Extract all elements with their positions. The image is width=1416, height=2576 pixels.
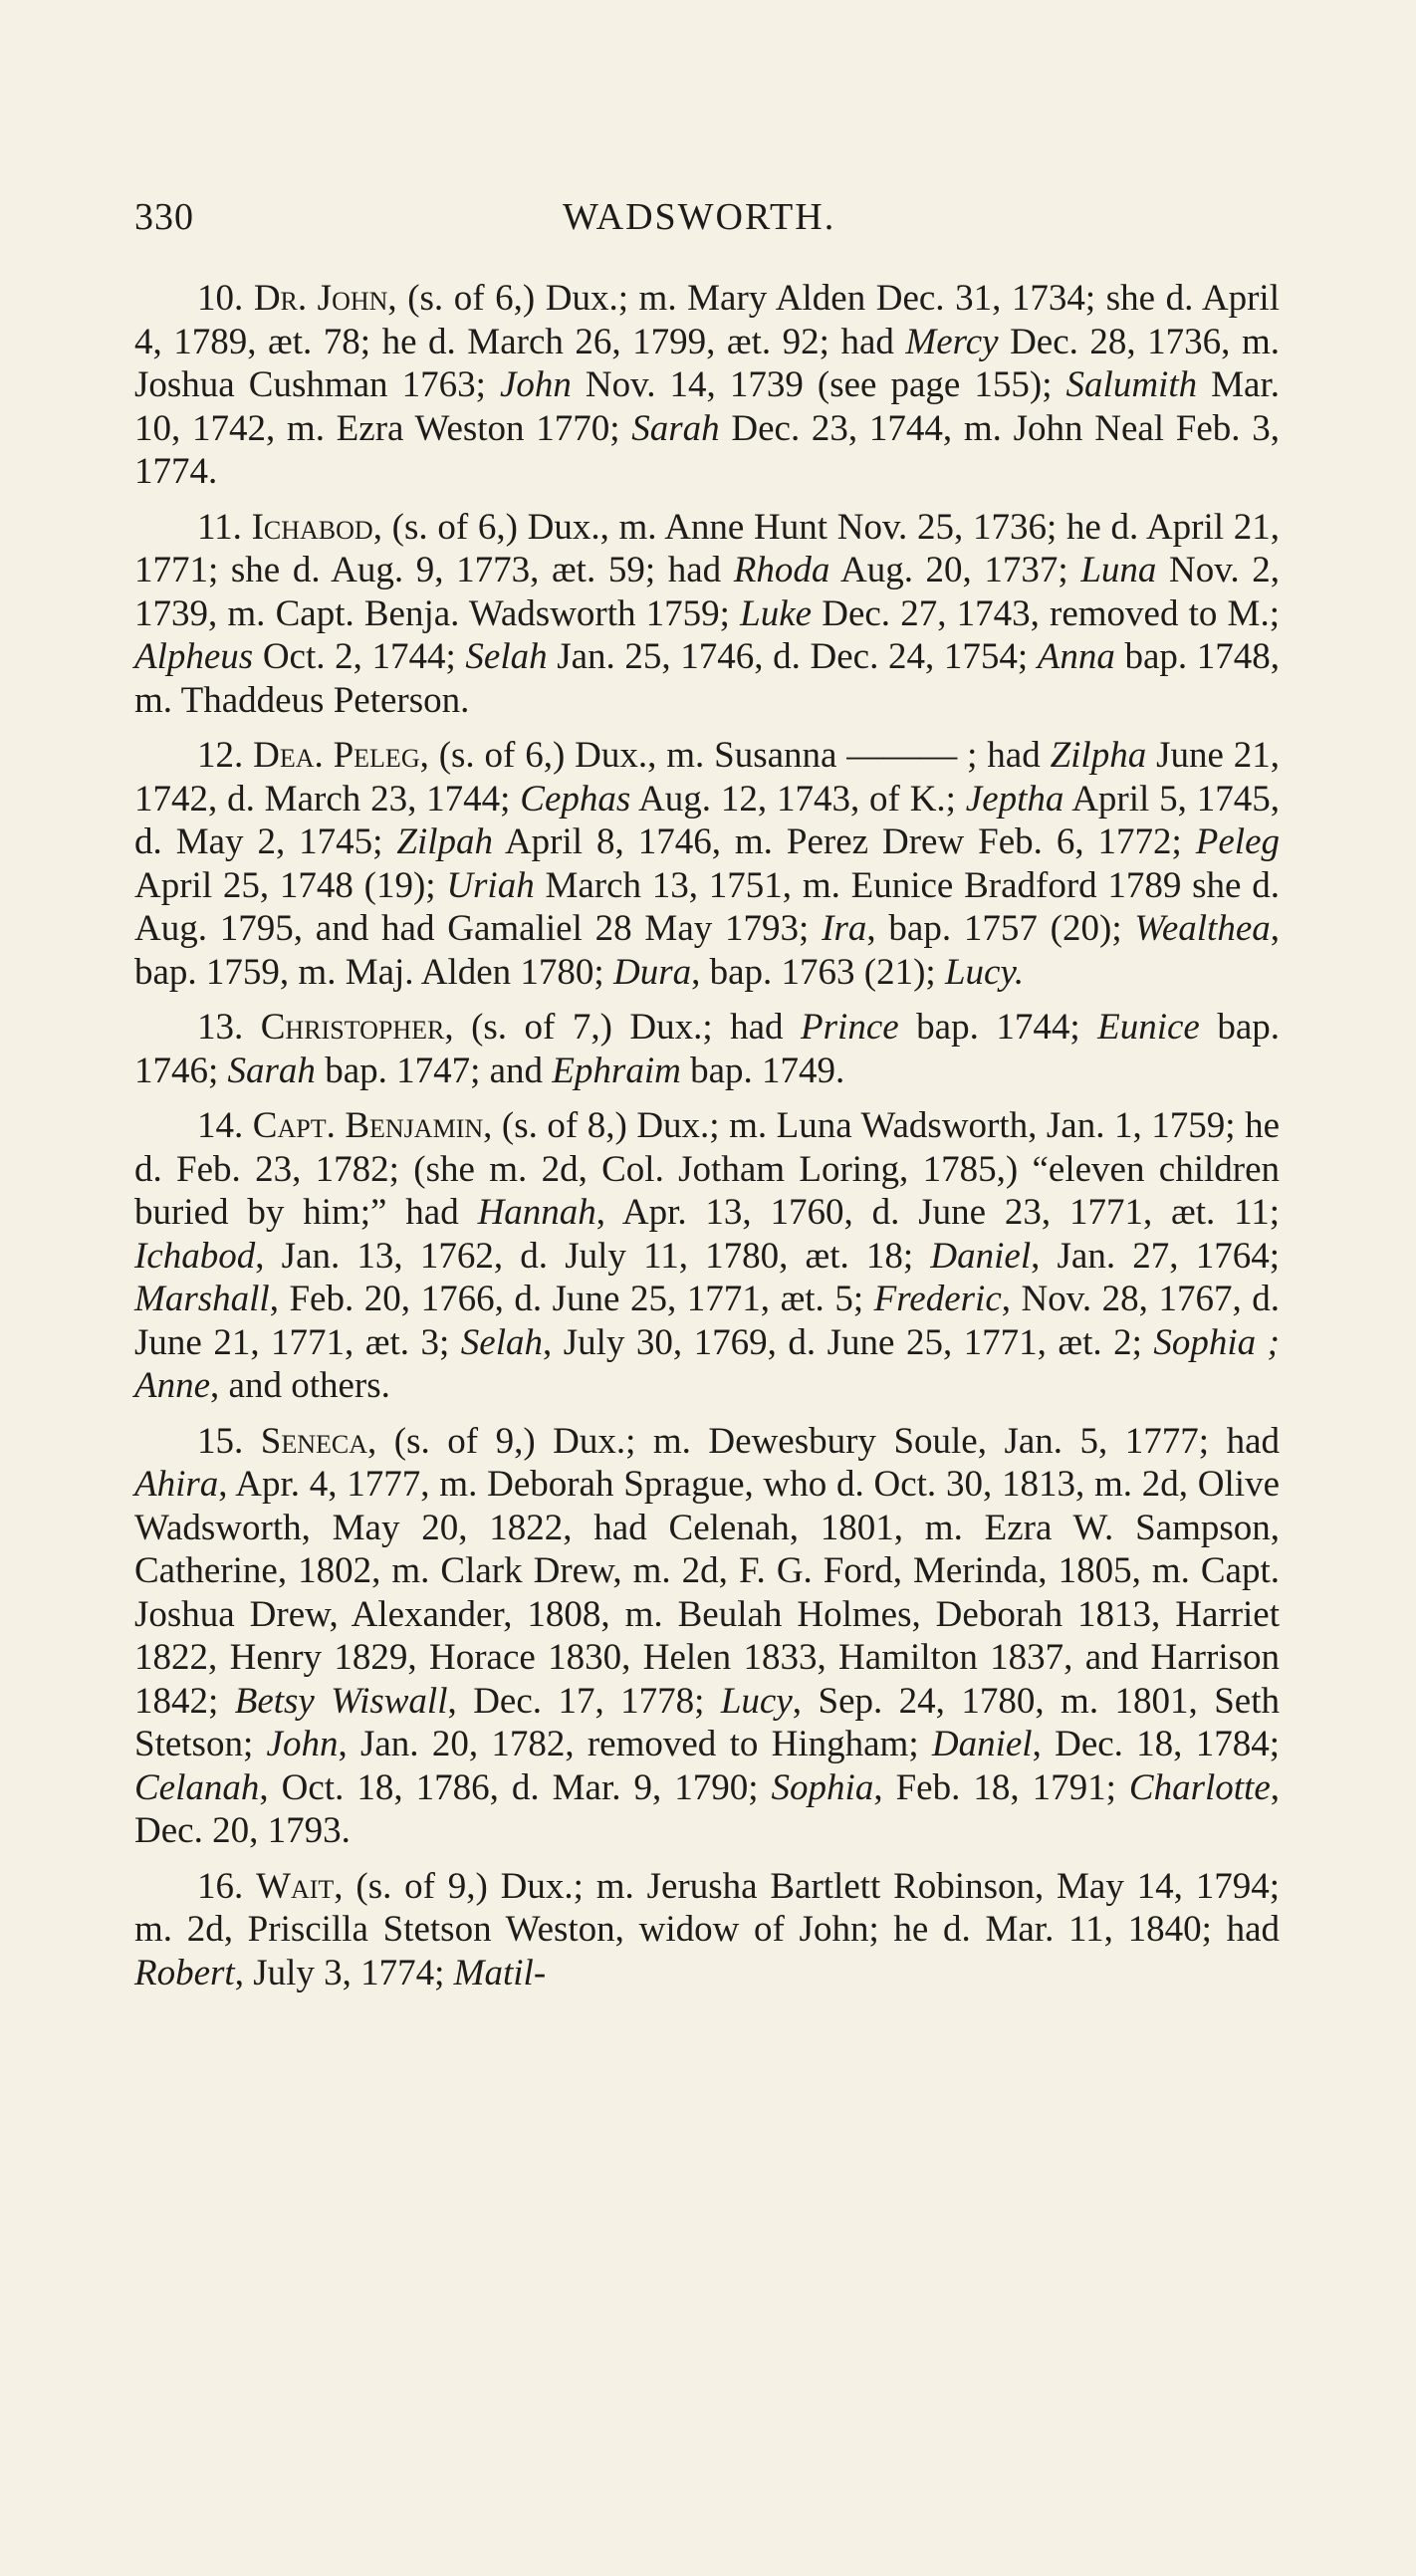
- entry-text: (s. of 6,) Dux.; m. Mary Alden Dec. 31, 1734; she d. April 4, 1789, æt. 78; he d. March 26, 1799, æt. 92; had: [134, 278, 1280, 362]
- entry-text: , Dec. 20, 1793.: [134, 1766, 1280, 1851]
- entry-paragraph: [134, 1865, 1280, 1995]
- entry-text: April 25, 1748 (19);: [134, 864, 447, 906]
- child-name: Sophia: [771, 1766, 874, 1808]
- entry-person-name: Capt. Benjamin,: [252, 1105, 493, 1146]
- entry-text: (s. of 7,) Dux.; had: [453, 1007, 802, 1048]
- child-name: Sarah: [227, 1050, 316, 1091]
- child-name: Luna: [1080, 550, 1157, 590]
- entry-text: , Jan. 27, 1764;: [1031, 1235, 1280, 1277]
- entry-text: , Apr. 13, 1760, d. June 23, 1771, æt. 11;: [595, 1192, 1280, 1233]
- child-name: Ahira: [134, 1464, 219, 1505]
- entry-text: Mar. 10, 1742, m. Ezra Weston 1770;: [134, 364, 1281, 449]
- child-name: Ephraim: [552, 1050, 681, 1091]
- child-name: John: [266, 1724, 339, 1764]
- entry-text: bap. 1749.: [680, 1050, 845, 1091]
- child-name: Luke: [740, 592, 813, 634]
- entry-text: (s. of 6,) Dux., m. Anne Hunt Nov. 25, 1736; he d. April 21, 1771; she d. Aug. 9, 1773, æt. 59; had: [134, 506, 1280, 590]
- entry-text: , Feb. 18, 1791;: [873, 1766, 1129, 1808]
- entry-text: March 13, 1751, m. Eunice Bradford 1789 she d. Aug. 1795, and had Gamaliel 28 May 1793;: [134, 864, 1280, 949]
- entry-number: 11.: [197, 506, 252, 548]
- child-name: Rhoda: [733, 550, 830, 590]
- child-name: Peleg: [1195, 821, 1280, 862]
- entry-text: , Feb. 20, 1766, d. June 25, 1771, æt. 5;: [269, 1279, 874, 1319]
- entry-text: bap. 1746;: [134, 1007, 1280, 1091]
- entry-text: (s. of 9,) Dux.; m. Dewesbury Soule, Jan. 5, 1777; had: [376, 1420, 1281, 1462]
- entry-text: Oct. 2, 1744;: [253, 636, 466, 677]
- entry-text: bap. 1744;: [898, 1007, 1098, 1048]
- entry-person-name: Dea. Peleg,: [253, 735, 429, 776]
- entry-text: Dec. 28, 1736, m. Joshua Cushman 1763;: [134, 321, 1280, 405]
- entry-text: Dec. 23, 1744, m. John Neal Feb. 3, 1774.: [134, 407, 1281, 492]
- child-name: Daniel: [931, 1724, 1033, 1764]
- entry-text: , bap. 1757 (20);: [866, 908, 1135, 949]
- entry-text: , and others.: [210, 1365, 390, 1406]
- entry-text: April 8, 1746, m. Perez Drew Feb. 6, 1772;: [493, 821, 1196, 862]
- child-name: Lucy: [720, 1680, 793, 1722]
- entry-text: bap. 1747; and: [315, 1050, 553, 1091]
- child-name: Wealthea: [1134, 908, 1271, 949]
- child-name: Zilpah: [396, 821, 494, 862]
- child-name: Charlotte: [1128, 1766, 1271, 1808]
- entry-paragraph: [134, 1104, 1280, 1408]
- entry-text: June 21, 1742, d. March 23, 1744;: [134, 735, 1281, 820]
- child-name: Sophia ; Anne: [134, 1321, 1280, 1406]
- child-name: Robert: [134, 1952, 235, 1993]
- page-number: 330: [134, 196, 194, 238]
- child-name: Selah: [465, 636, 548, 677]
- child-name: Ichabod: [134, 1235, 256, 1277]
- entry-text: , Dec. 17, 1778;: [447, 1680, 721, 1722]
- child-name: Mercy: [905, 321, 999, 362]
- entry-number: 13.: [197, 1007, 261, 1048]
- child-name: Zilpha: [1050, 735, 1147, 776]
- entry-text: , Nov. 28, 1767, d. June 21, 1771, æt. 3;: [134, 1279, 1280, 1363]
- entry-text: Dec. 27, 1743, removed to M.;: [812, 592, 1280, 634]
- entry-text: , Oct. 18, 1786, d. Mar. 9, 1790;: [259, 1766, 772, 1808]
- child-name: Cephas: [520, 778, 631, 820]
- entry-text: (s. of 9,) Dux.; m. Jerusha Bartlett Robinson, May 14, 1794; m. 2d, Priscilla Stetson Weston, widow of John; he d. Mar. 11, 1840; had: [134, 1865, 1281, 1950]
- child-name: Anna: [1037, 636, 1115, 677]
- entry-text: bap. 1748, m. Thaddeus Peterson.: [134, 636, 1280, 721]
- child-name: Alpheus: [134, 636, 254, 677]
- entry-person-name: Dr. John,: [253, 278, 397, 319]
- entry-number: 14.: [197, 1105, 253, 1146]
- child-name: Matil-: [453, 1952, 547, 1993]
- child-name: Celanah: [134, 1766, 260, 1808]
- entry-text: Aug. 12, 1743, of K.;: [630, 778, 966, 820]
- entry-number: 16.: [197, 1865, 257, 1907]
- entry-person-name: Wait,: [256, 1865, 344, 1907]
- entry-text: , Jan. 13, 1762, d. July 11, 1780, æt. 18;: [255, 1235, 931, 1277]
- child-name: Hannah: [477, 1192, 596, 1233]
- entry-text: , Jan. 20, 1782, removed to Hingham;: [338, 1724, 932, 1764]
- child-name: Uriah: [446, 864, 535, 906]
- page-header: [134, 187, 1275, 257]
- entry-paragraph: [134, 734, 1280, 994]
- entry-text: April 5, 1745, d. May 2, 1745;: [134, 778, 1280, 862]
- entry-paragraph: [134, 277, 1280, 494]
- child-name: Jeptha: [965, 778, 1064, 820]
- entry-paragraph: [134, 1420, 1280, 1853]
- child-name: Marshall: [134, 1279, 270, 1319]
- entry-text: , Dec. 18, 1784;: [1032, 1724, 1280, 1764]
- child-name: Eunice: [1097, 1007, 1200, 1048]
- child-name: Betsy Wiswall: [234, 1680, 448, 1722]
- child-name: Sarah: [631, 407, 720, 449]
- entry-text: Aug. 20, 1737;: [829, 550, 1081, 590]
- entry-text: , bap. 1759, m. Maj. Alden 1780;: [134, 908, 1280, 993]
- child-name: Prince: [801, 1007, 899, 1048]
- entry-text: , July 3, 1774;: [234, 1952, 454, 1993]
- entry-text: Jan. 25, 1746, d. Dec. 24, 1754;: [547, 636, 1038, 677]
- entry-paragraph: [134, 1006, 1280, 1092]
- entry-text: Nov. 2, 1739, m. Capt. Benja. Wadsworth 1759;: [134, 550, 1280, 634]
- entry-number: 15.: [197, 1420, 261, 1462]
- entry-text: (s. of 8,) Dux.; m. Luna Wadsworth, Jan. 1, 1759; he d. Feb. 23, 1782; (she m. 2d, Col. Jotham Loring, 1785,) “eleven children buried by him;” had: [134, 1105, 1281, 1233]
- child-name: Salumith: [1065, 364, 1198, 405]
- entry-paragraph: [134, 506, 1280, 723]
- running-head: WADSWORTH.: [563, 196, 836, 238]
- child-name: Dura: [612, 951, 692, 993]
- child-name: Daniel: [930, 1235, 1032, 1277]
- entry-number: 10.: [197, 278, 254, 319]
- entry-person-name: Christopher,: [260, 1007, 454, 1048]
- child-name: John: [499, 364, 572, 405]
- entry-person-name: Ichabod,: [251, 506, 382, 548]
- entry-text: , Apr. 4, 1777, m. Deborah Sprague, who d. Oct. 30, 1813, m. 2d, Olive Wadsworth, May 20, 1822, had Celenah, 1801, m. Ezra W. Sampson, Catherine, 1802, m. Clark Drew, m. 2d, F. G. Ford, Merinda, 1805, m. Capt. Joshua Drew, Alexander, 1808, m. Beulah Holmes, Deborah 1813, Harriet 1822, Henry 1829, Horace 1830, Helen 1833, Hamilton 1837, and Harrison 1842;: [134, 1464, 1280, 1722]
- genealogy-text: [134, 277, 1280, 2006]
- entry-number: 12.: [197, 735, 254, 776]
- child-name: Frederic: [873, 1279, 1002, 1319]
- child-name: Ira: [822, 908, 867, 949]
- entry-person-name: Seneca,: [260, 1420, 377, 1462]
- entry-text: Nov. 14, 1739 (see page 155);: [571, 364, 1066, 405]
- entry-text: , July 30, 1769, d. June 25, 1771, æt. 2;: [542, 1321, 1154, 1363]
- child-name: Lucy.: [944, 951, 1025, 993]
- entry-text: , bap. 1763 (21);: [691, 951, 945, 993]
- entry-text: (s. of 6,) Dux., m. Susanna ——— ; had: [428, 735, 1051, 776]
- entry-text: , Sep. 24, 1780, m. 1801, Seth Stetson;: [134, 1680, 1280, 1764]
- child-name: Selah: [460, 1321, 543, 1363]
